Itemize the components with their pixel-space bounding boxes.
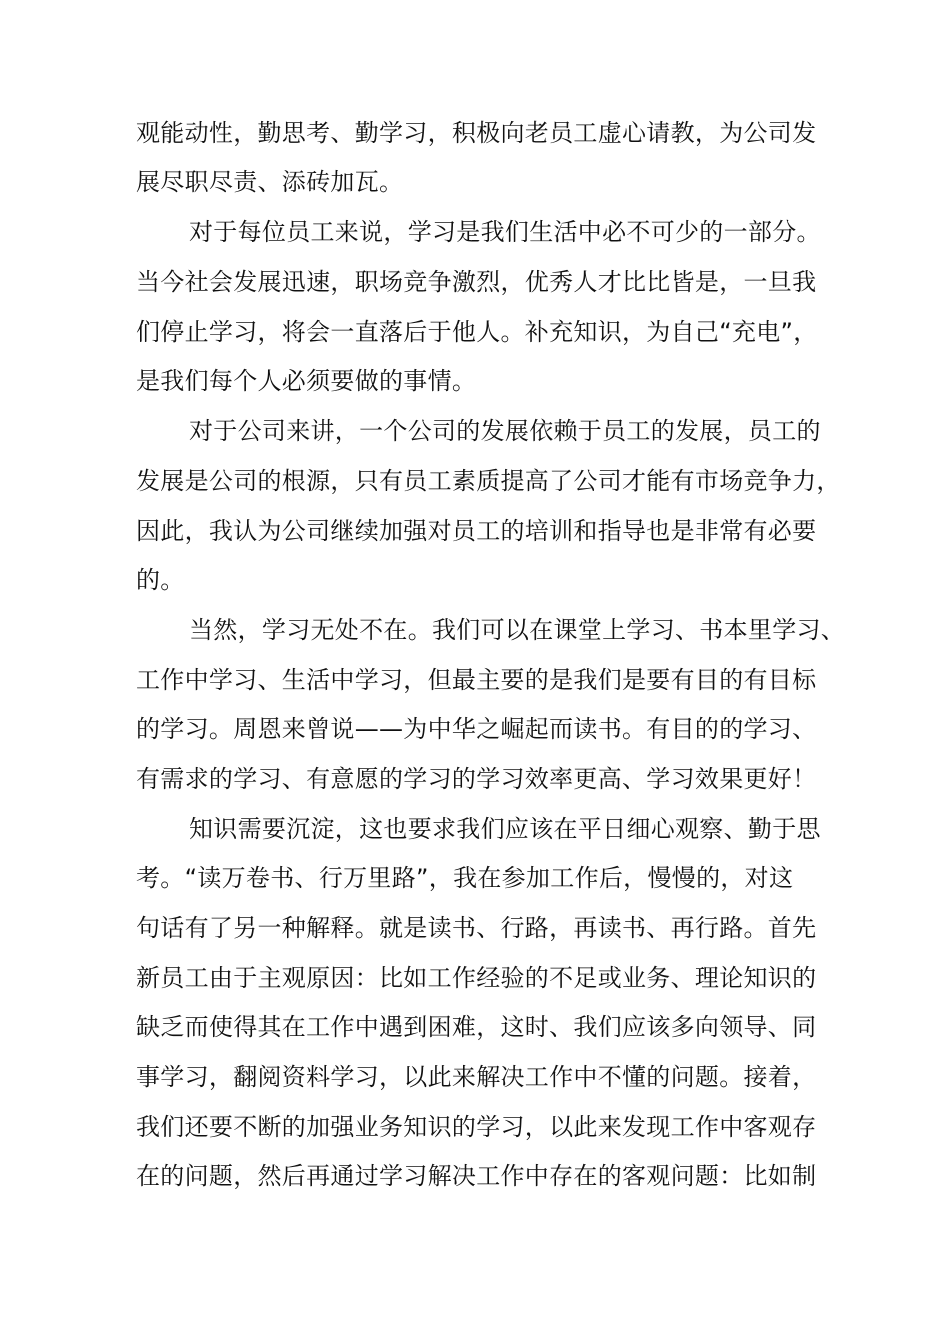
text-line: 句话有了另一种解释。就是读书、行路，再读书、再行路。首先 [136,914,817,942]
text-line: 事学习，翻阅资料学习，以此来解决工作中不懂的问题。接着， [136,1063,817,1091]
text-line: 的学习。周恩来曾说——为中华之崛起而读书。有目的的学习、 [136,715,817,743]
text-line: 的。 [136,566,185,594]
text-line: 考。“读万卷书、行万里路”，我在参加工作后，慢慢的，对这 [136,864,794,892]
paragraph-first-line: 对于每位员工来说，学习是我们生活中必不可少的一部分。 [189,218,821,246]
text-line: 新员工由于主观原因：比如工作经验的不足或业务、理论知识的 [136,964,817,992]
text-line: 工作中学习、生活中学习，但最主要的是我们是要有目的有目标 [136,666,817,694]
text-line: 缺乏而使得其在工作中遇到困难，这时、我们应该多向领导、同 [136,1013,817,1041]
text-line: 们停止学习，将会一直落后于他人。补充知识，为自己“充电”， [136,318,818,346]
text-line: 在的问题，然后再通过学习解决工作中存在的客观问题：比如制 [136,1162,817,1190]
text-line: 当今社会发展迅速，职场竞争激烈，优秀人才比比皆是，一旦我 [136,268,817,296]
text-line: 因此，我认为公司继续加强对员工的培训和指导也是非常有必要 [136,517,817,545]
text-line: 有需求的学习、有意愿的学习的学习效率更高、学习效果更好！ [136,765,817,793]
paragraph-first-line: 对于公司来讲，一个公司的发展依赖于员工的发展，员工的 [189,417,821,445]
text-line: 我们还要不断的加强业务知识的学习，以此来发现工作中客观存 [136,1113,817,1141]
text-line: 观能动性，勤思考、勤学习，积极向老员工虚心请教，为公司发 [136,119,817,147]
paragraph-first-line: 当然，学习无处不在。我们可以在课堂上学习、书本里学习、 [189,616,846,644]
text-line: 展尽职尽责、添砖加瓦。 [136,168,404,196]
paragraph-first-line: 知识需要沉淀，这也要求我们应该在平日细心观察、勤于思 [189,815,821,843]
text-line: 发展是公司的根源，只有员工素质提高了公司才能有市场竞争力， [136,467,841,495]
text-line: 是我们每个人必须要做的事情。 [136,367,477,395]
